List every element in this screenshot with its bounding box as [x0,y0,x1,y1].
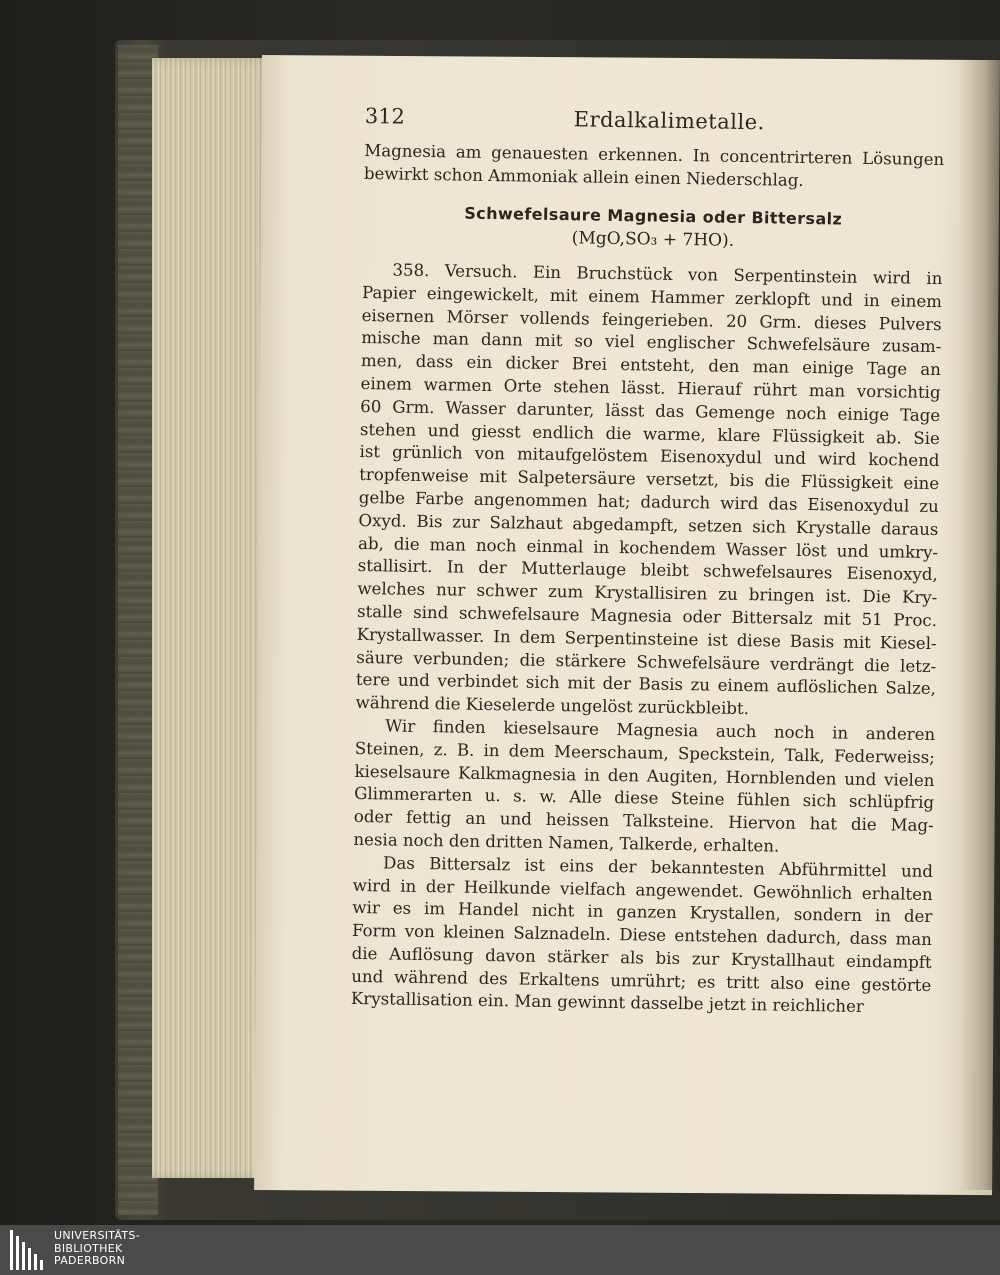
text-line: 60 Grm. Wasser darunter, lässt das Gemenge noch einige Tage [360,396,941,425]
text-line: eisernen Mörser vollends feingerieben. 20 Grm. dieses Pulvers [361,305,942,334]
text-line: die Auflösung davon stärker als bis zur Krystallhaut eindampft [351,943,932,972]
text-line: Das Bittersalz ist eins der bekanntesten Abführmittel und [382,853,934,881]
paragraph-kieselsaure [353,715,935,861]
paragraph-358 [355,259,942,724]
text-line: men, dass ein dicker Brei entsteht, den man einige Tage an [360,351,942,380]
text-line: Krystallwasser. In dem Serpentinsteine ist diese Basis mit Kiesel- [356,624,937,653]
section-heading: Schwefelsaure Magnesia oder Bittersalz [464,203,843,229]
library-logo-line2: BIBLIOTHEK [54,1241,123,1255]
text-line: Magnesia am genauesten erkennen. In concentrirteren Lösungen [364,140,945,169]
library-logo-line1: UNIVERSITÄTS- [54,1229,140,1242]
text-line: Glimmerarten u. s. w. Alle diese Steine fühlen sich schlüpfrig [354,784,935,813]
text-line: tropfenweise mit Salpetersäure versetzt, bis die Flüssigkeit eine [359,465,940,494]
text-line: stalle sind schwefelsaure Magnesia oder Bittersalz mit 51 Proc. [356,601,938,630]
text-line: Form von kleinen Salznadeln. Diese entstehen dadurch, dass man [351,920,933,950]
text-line: einem warmen Orte stehen lässt. Hierauf rührt man vorsichtig [360,373,941,403]
text-line: stallisirt. In der Mutterlauge bleibt schwefelsaures Eisenoxyd, [357,556,938,585]
running-head [365,105,765,134]
text-line: wird in der Heilkunde vielfach angewendet. Gewöhnlich erhalten [352,875,933,904]
text-line: während die Kieselerde ungelöst zurückbleibt. [355,693,750,719]
text-line: Oxyd. Bis zur Salzhaut abgedampft, setzen sich Krystalle daraus [358,510,939,539]
text-line: ist grünlich von mitaufgelöstem Eisenoxydul und wird kochend [359,442,940,471]
text-line: stehen und giesst endlich die warme, klare Flüssigkeit ab. Sie [359,419,940,448]
text-line: säure verbunden; die stärkere Schwefelsäure verdrängt die letz- [356,647,937,676]
library-logo-line3: PADERBORN [54,1254,126,1267]
text-line: und während des Erkaltens umrührt; es tritt also eine gestörte [351,966,932,995]
text-line: Papier eingewickelt, mit einem Hammer zerklopft und in einem [361,282,943,311]
page-gutter-shadow [960,60,1000,1190]
text-line: bewirkt schon Ammoniak allein einen Niederschlag. [363,163,804,190]
page-edges [152,58,270,1178]
text-line: oder fettig an und heissen Talksteine. Hiervon hat die Mag- [353,807,934,836]
running-title: Erdalkalimetalle. [573,107,765,135]
text-line: kieselsaure Kalkmagnesia in den Augiten, Hornblenden und vielen [354,761,935,790]
text-line: Steinen, z. B. in dem Meerschaum, Speckstein, Talk, Federweiss; [354,738,935,767]
library-logo-text [54,1230,140,1268]
text-line: mische man dann mit so viel englischer Schwefelsäure zusam- [361,328,942,357]
text-line: wir es im Handel nicht in ganzen Krystallen, sondern in der [352,898,933,927]
page-number: 312 [364,104,406,129]
text-line: nesia noch den dritten Namen, Talkerde, erhalten. [353,829,780,856]
library-logo-icon [10,1230,48,1270]
text-line: tere und verbindet sich mit der Basis zu einem auflöslichen Salze, [355,670,937,699]
library-footer [0,1225,1000,1275]
text-line: ab, die man noch einmal in kochendem Wasser löst und umkry- [357,533,939,562]
text-line: Krystallisation ein. Man gewinnt dasselbe jetzt in reichlicher [350,989,864,1017]
text-line: gelbe Farbe angenommen hat; dadurch wird das Eisenoxydul zu [358,487,939,517]
paragraph-bittersalz [351,852,933,1021]
section-formula: (MgO,SO₃ + 7HO). [571,228,735,252]
text-line: 358. Versuch. Ein Bruchstück von Serpentinstein wird in [392,260,943,289]
text-line: welches nur schwer zum Krystallisiren zu bringen ist. Die Kry- [357,579,938,608]
paragraph-intro [364,140,945,195]
page-text [351,105,945,1020]
text-line: Wir finden kieselsaure Magnesia auch noch in anderen [385,716,936,744]
